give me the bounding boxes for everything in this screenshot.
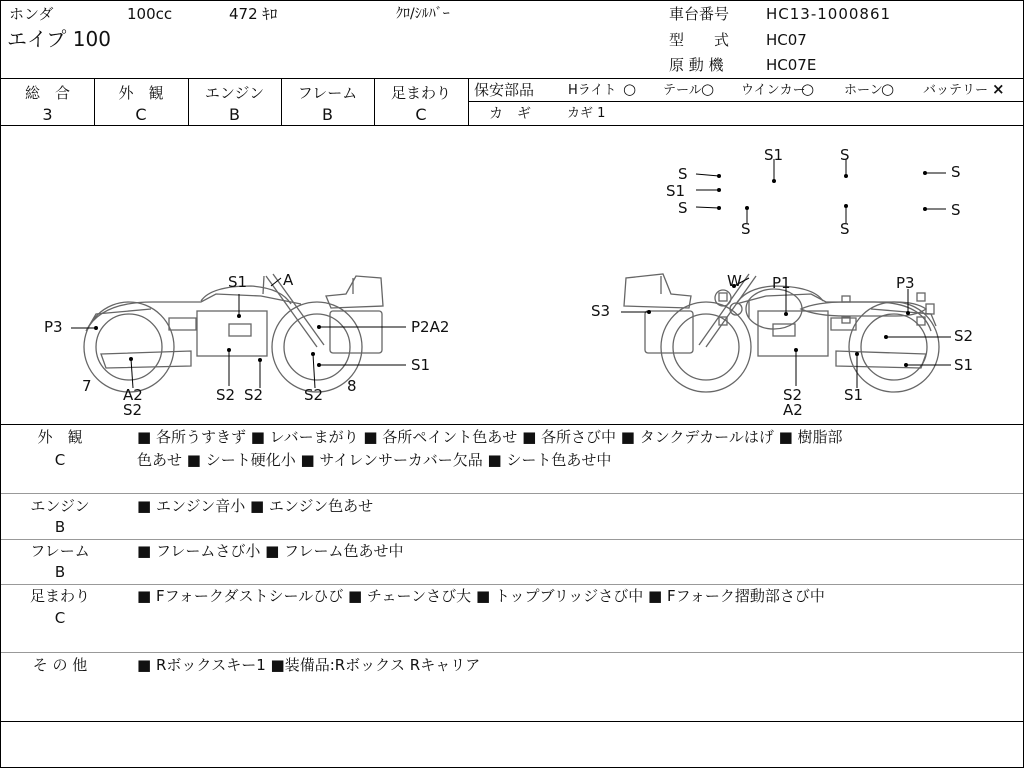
section-line: ■ フレームさび小 ■ フレーム色あせ中: [137, 542, 404, 560]
bike-diagram: [1, 126, 1023, 424]
damage-label: P1: [772, 274, 791, 292]
section-line: ■ Rボックスキー1 ■装備品:Rボックス Rキャリア: [137, 656, 481, 674]
damage-label: A2: [783, 401, 803, 419]
grade-engine-value: B: [229, 105, 240, 124]
damage-label: 8: [347, 377, 357, 395]
grade-engine-label: エンジン: [204, 84, 265, 102]
damage-label: S: [951, 163, 961, 181]
damage-label: S2: [216, 386, 236, 404]
safety-winker-name: ウインカー: [741, 83, 806, 98]
section-line: ■ Fフォークダストシールひび ■ チェーンさび大 ■ トップブリッジさび中 ■ Fフォーク摺動部さび中: [137, 587, 825, 605]
safety-headlight-mark: ○: [623, 80, 637, 98]
divider: [1, 493, 1023, 494]
grade-overall-value: 3: [42, 105, 53, 124]
safety-horn-name: ホーン: [844, 83, 883, 98]
damage-label: A: [283, 271, 294, 289]
damage-label: S: [840, 220, 850, 238]
safety-tail-mark: ○: [701, 80, 715, 98]
damage-label: S2: [244, 386, 264, 404]
damage-label: S: [741, 220, 751, 238]
safety-parts-label: 保安部品: [474, 81, 535, 99]
safety-battery-name: バッテリー: [923, 83, 989, 98]
divider: [1, 721, 1023, 722]
divider: [1, 424, 1023, 425]
damage-label: S1: [764, 146, 784, 164]
grade-overall-label: 総 合: [24, 84, 70, 102]
section-grade: C: [54, 451, 66, 469]
section-label: エンジン: [30, 497, 90, 515]
section-grade: C: [54, 609, 66, 627]
damage-label: A2: [123, 386, 143, 404]
top-view: [719, 289, 934, 329]
mileage: 472 ｷﾛ: [229, 5, 278, 23]
displacement: 100cc: [127, 5, 173, 23]
damage-label: S1: [666, 182, 686, 200]
damage-label: S2: [954, 327, 974, 345]
section-label: 足まわり: [29, 587, 90, 605]
section-line: ■ 各所うすきず ■ レバーまがり ■ 各所ペイント色あせ ■ 各所さび中 ■ タンクデカールはげ ■ 樹脂部: [137, 428, 843, 446]
damage-label: S: [678, 165, 688, 183]
damage-label: 7: [82, 377, 92, 395]
grade-exterior-value: C: [135, 105, 147, 124]
section-label: フレーム: [30, 542, 90, 560]
damage-label: S3: [591, 302, 611, 320]
divider: [468, 101, 1023, 102]
damage-label: S2: [123, 401, 143, 419]
safety-winker-mark: ○: [801, 80, 815, 98]
safety-headlight-name: Hライト: [568, 83, 617, 98]
engine-label: 原 動 機: [669, 56, 724, 74]
damage-label: S: [678, 199, 688, 217]
damage-label: P2A2: [411, 318, 450, 336]
grade-exterior-label: 外 観: [118, 84, 164, 102]
damage-label: S: [951, 201, 961, 219]
damage-label: P3: [896, 274, 915, 292]
damage-label: S2: [304, 386, 324, 404]
section-grade: B: [54, 563, 66, 581]
grade-suspension-label: 足まわり: [390, 84, 451, 102]
frame-no: HC13-1000861: [766, 5, 892, 23]
section-label: そ の 他: [32, 656, 88, 674]
grade-suspension-value: C: [415, 105, 427, 124]
damage-label: W: [727, 272, 742, 290]
section-line: 色あせ ■ シート硬化小 ■ サイレンサーカバー欠品 ■ シート色あせ中: [137, 451, 612, 469]
damage-label: S1: [228, 273, 248, 291]
maker: ホンダ: [9, 5, 54, 23]
frame-no-label: 車台番号: [669, 5, 730, 23]
type-label: 型 式: [669, 31, 730, 49]
model-name: エイプ 100: [7, 27, 111, 51]
grade-frame-label: フレーム: [297, 84, 358, 102]
damage-label: S2: [783, 386, 803, 404]
damage-label: S: [840, 146, 850, 164]
damage-label: P3: [44, 318, 63, 336]
section-grade: B: [54, 518, 66, 536]
divider: [468, 78, 469, 125]
divider: [1, 78, 1023, 79]
engine-no: HC07E: [766, 56, 817, 74]
key-value: カギ 1: [567, 106, 606, 121]
safety-tail-name: テール: [663, 83, 702, 98]
damage-label: S1: [411, 356, 431, 374]
key-label: カ ギ: [489, 106, 531, 122]
type-value: HC07: [766, 31, 807, 49]
damage-label: S1: [954, 356, 974, 374]
safety-horn-mark: ○: [881, 80, 895, 98]
damage-label: S1: [844, 386, 864, 404]
section-label: 外 観: [37, 428, 83, 446]
color: ｸﾛ/ｼﾙﾊﾞｰ: [396, 6, 450, 22]
grade-frame-value: B: [322, 105, 333, 124]
divider: [1, 652, 1023, 653]
section-line: ■ エンジン音小 ■ エンジン色あせ: [137, 497, 374, 515]
safety-battery-mark: ×: [992, 80, 1005, 98]
